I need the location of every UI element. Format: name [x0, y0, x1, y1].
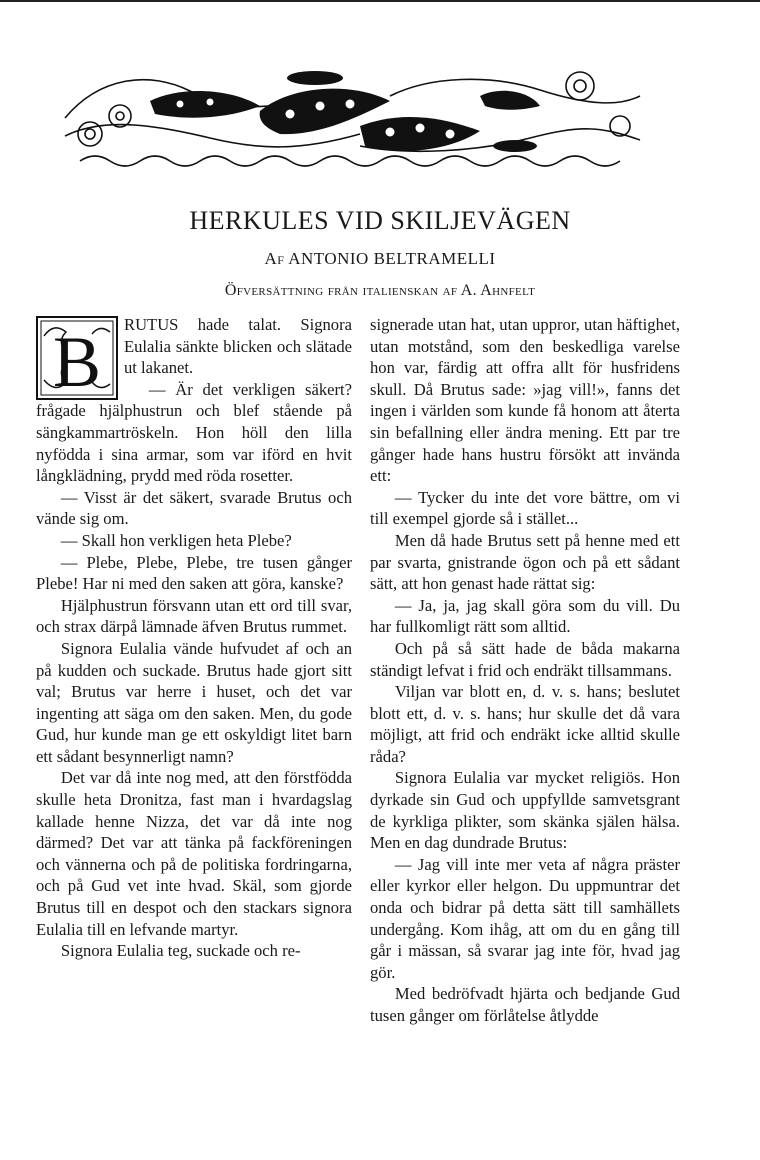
paragraph: Signora Eulalia var mycket religiös. Hon dyrkade sin Gud och uppfyllde samvetsgrant de kyrkliga plikter, som skänka själen hälsa. Men en dag dundrade Brutus: [370, 768, 680, 853]
paragraph: signerade utan hat, utan uppror, utan häftighet, utan motstånd, som den beskedliga varelse hon var, färdig att offra allt för husfridens skull. Då Brutus sade: »jag vill!», fanns det ingen i världen som kunde få honom att återta sin befallning eller ändra mening. Ett par tre gånger hade hans hustru försökt att invända ett: [370, 315, 680, 486]
paragraph: Det var då inte nog med, att den förstfödda skulle heta Dronitza, fast man i hvardagslag kallade henne Nizza, det var då inte nog därmed? Det var att tänka på fackföreningen och vännerna och på de politiska fordringarna, och på Gud vet inte hvad. Skäl, som gjorde Brutus till en despot och den stackars signora Eulalia till en lefvande martyr. [36, 768, 352, 939]
right-column [370, 314, 680, 1027]
author-line [0, 249, 760, 269]
paragraph: — Plebe, Plebe, Plebe, tre tusen gånger Plebe! Har ni med den saken att göra, kanske? [36, 552, 352, 594]
paragraph: — Jag vill inte mer veta af några präster eller kyrkor eller helgon. Du uppmuntrar det onda och bidrar på detta sätt till samhällets undergång. Kom ihåg, att om du en gång till går i mässan, så svarar jag inte för, hvad jag gör. [370, 854, 680, 982]
paragraph: — Visst är det säkert, svarade Brutus och vände sig om. [36, 487, 352, 529]
paragraph: Signora Eulalia teg, suckade och re- [60, 941, 301, 961]
paragraph: — Skall hon verkligen heta Plebe? [60, 530, 292, 550]
paragraph: Signora Eulalia vände hufvudet af och an på kudden och suckade. Brutus hade gjort sitt val; Brutus var herre i huset, och det var ingenting att säga om den saken. Men, du gode Gud, hur kunde man ge ett oskyldigt litet barn ett sådant besynnerligt namn? [36, 638, 352, 766]
dropcap-b [36, 316, 118, 400]
top-rule [0, 0, 760, 2]
translation-credit: Öfversättning från italienskan af A. Ahnfelt [224, 282, 536, 299]
paragraph: — Är det verkligen säkert? frågade hjälphustrun och blef stående på sängkammartröskeln. Hon höll den lilla nyfödda i sina armar, som var iförd en hvit långklädning, prydd med röda rosetter. [36, 379, 352, 486]
paragraph: — Tycker du inte det vore bättre, om vi till exempel gjorde så i stället... [370, 487, 680, 529]
paragraph: Viljan var blott en, d. v. s. hans; beslutet blott ett, d. v. s. hans; hur skulle det då vara möjligt, att frid och endräkt icke alltid skulle råda? [370, 682, 680, 766]
opening-text: RUTUS hade talat. Signora Eulalia sänkte blicken och slätade ut lakanet. [124, 315, 352, 378]
article-title: HERKULES VID SKILJEVÄGEN [189, 206, 571, 235]
author-prefix: Af [264, 249, 285, 268]
paragraph: Men då hade Brutus sett på henne med ett par svarta, gnistrande ögon och på ett sådant sätt, att hon genast hade rättat sig: [370, 530, 680, 594]
dropcap-letter: B [52, 322, 102, 400]
peacock-ornament-banner [60, 56, 645, 176]
paragraph: Hjälphustrun försvann utan ett ord till svar, och strax därpå lämnade äfven Brutus rummet. [36, 595, 352, 637]
paragraph: Med bedröfvadt hjärta och bedjande Gud tusen gånger om förlåtelse åtlydde [370, 984, 680, 1025]
author-name: ANTONIO BELTRAMELLI [288, 249, 496, 268]
opening-paragraph [36, 314, 352, 400]
left-column [36, 314, 352, 962]
paragraph: — Ja, ja, jag skall göra som du vill. Du har fullkomligt rätt som alltid. [370, 595, 680, 637]
paragraph: Och på så sätt hade de båda makarna ständigt lefvat i frid och endräkt tillsammans. [370, 638, 680, 680]
